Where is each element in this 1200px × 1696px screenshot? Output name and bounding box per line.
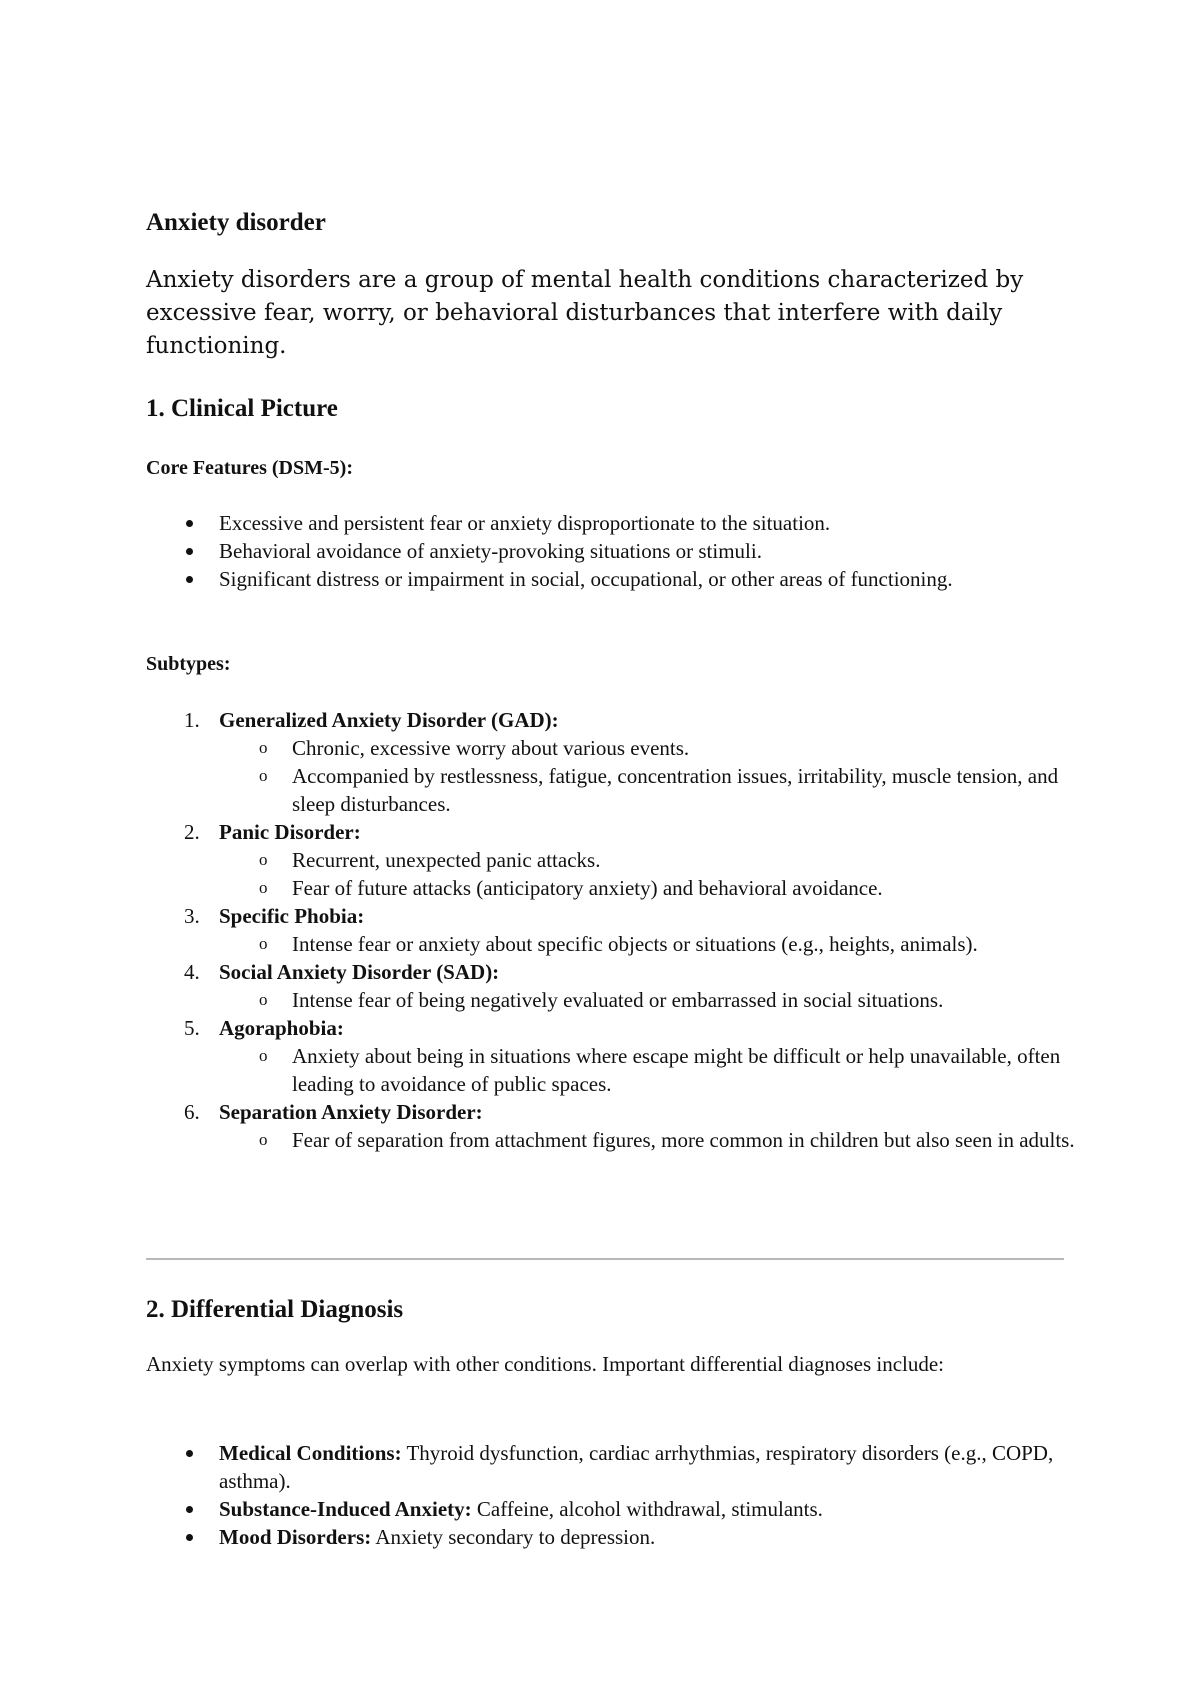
sub-point: o Fear of future attacks (anticipatory anxiety) and behavioral avoidance.	[259, 876, 883, 900]
bullet-icon	[186, 520, 193, 527]
core-features-list	[146, 509, 1099, 593]
differential-list	[146, 1439, 1099, 1551]
circle-bullet-icon: o	[259, 934, 268, 953]
circle-bullet-icon: o	[259, 1130, 268, 1149]
subtype-item: 3. Specific Phobia: o Intense fear or anxiety about specific objects or situations (e.g., heights, animals).	[146, 902, 1082, 958]
sub-point: o Intense fear or anxiety about specific objects or situations (e.g., heights, animals).	[259, 932, 978, 956]
subtype-item: 1. Generalized Anxiety Disorder (GAD): o Chronic, excessive worry about various events. o Accompanied by restlessness, fatigue, concentration issues, irritability, muscle tension, and sleep disturbances.	[146, 706, 1082, 818]
circle-bullet-icon: o	[259, 850, 268, 869]
section-2-heading: 2. Differential Diagnosis	[146, 1296, 404, 1323]
subtype-title: Generalized Anxiety Disorder (GAD):	[219, 708, 559, 732]
subtypes-heading: Subtypes:	[146, 653, 231, 675]
list-item: Medical Conditions: Thyroid dysfunction, cardiac arrhythmias, respiratory disorders (e.g., COPD, asthma).	[146, 1439, 1099, 1495]
subtypes-list	[146, 706, 1082, 1154]
list-item: Substance-Induced Anxiety: Caffeine, alcohol withdrawal, stimulants.	[146, 1495, 1099, 1523]
subtype-item: 4. Social Anxiety Disorder (SAD): o Intense fear of being negatively evaluated or embarrassed in social situations.	[146, 958, 1082, 1014]
bullet-icon	[186, 1506, 193, 1513]
circle-bullet-icon: o	[259, 990, 268, 1009]
list-item: Behavioral avoidance of anxiety-provoking situations or stimuli.	[146, 537, 1099, 565]
sub-point: o Intense fear of being negatively evaluated or embarrassed in social situations.	[259, 988, 944, 1012]
sub-point: o Fear of separation from attachment figures, more common in children but also seen in adults.	[259, 1128, 1075, 1152]
subtype-item: 6. Separation Anxiety Disorder: o Fear of separation from attachment figures, more common in children but also seen in adults.	[146, 1098, 1082, 1154]
circle-bullet-icon: o	[259, 738, 268, 757]
intro-paragraph: Anxiety disorders are a group of mental health conditions characterized by excessive fear, worry, or behavioral disturbances that interfere with daily functioning.	[146, 267, 1024, 359]
bullet-icon	[186, 576, 193, 583]
subtype-title: Separation Anxiety Disorder:	[219, 1100, 483, 1124]
bullet-icon	[186, 1534, 193, 1541]
subtype-title: Agoraphobia:	[219, 1016, 344, 1040]
subtype-title: Specific Phobia:	[219, 904, 365, 928]
core-features-heading: Core Features (DSM-5):	[146, 457, 353, 479]
bullet-icon	[186, 548, 193, 555]
differential-intro: Anxiety symptoms can overlap with other conditions. Important differential diagnoses include:	[146, 1352, 945, 1376]
sub-point: o Anxiety about being in situations where escape might be difficult or help unavailable, often leading to avoidance of public spaces.	[259, 1044, 1061, 1096]
section-1-heading: 1. Clinical Picture	[146, 395, 338, 422]
list-item: Mood Disorders: Anxiety secondary to depression.	[146, 1523, 1099, 1551]
circle-bullet-icon: o	[259, 766, 268, 785]
sub-point: o Accompanied by restlessness, fatigue, concentration issues, irritability, muscle tension, and sleep disturbances.	[259, 764, 1059, 816]
subtype-item: 2. Panic Disorder: o Recurrent, unexpected panic attacks. o Fear of future attacks (anticipatory anxiety) and behavioral avoidance.	[146, 818, 1082, 902]
subtype-title: Panic Disorder:	[219, 820, 361, 844]
bullet-icon	[186, 1450, 193, 1457]
sub-point: o Chronic, excessive worry about various events.	[259, 736, 690, 760]
list-item: Excessive and persistent fear or anxiety disproportionate to the situation.	[146, 509, 1099, 537]
sub-point: o Recurrent, unexpected panic attacks.	[259, 848, 601, 872]
subtype-item: 5. Agoraphobia: o Anxiety about being in situations where escape might be difficult or help unavailable, often leading to avoidance of public spaces.	[146, 1014, 1082, 1098]
horizontal-divider	[146, 1258, 1064, 1260]
circle-bullet-icon: o	[259, 1046, 268, 1065]
subtype-title: Social Anxiety Disorder (SAD):	[219, 960, 500, 984]
list-item: Significant distress or impairment in social, occupational, or other areas of functioning.	[146, 565, 1099, 593]
circle-bullet-icon: o	[259, 878, 268, 897]
document-title: Anxiety disorder	[146, 209, 326, 236]
